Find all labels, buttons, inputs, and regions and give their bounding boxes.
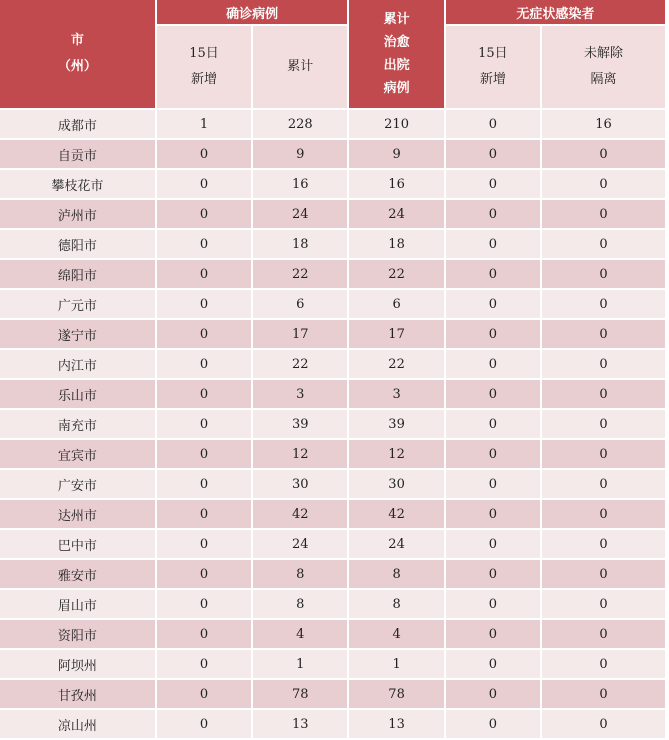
new-15-cell: 0 [157,170,251,198]
table-row [0,260,665,288]
not-released-cell: 0 [542,680,665,708]
table-row [0,200,665,228]
not-released-cell: 0 [542,440,665,468]
recovered-cell: 1 [349,650,443,678]
city-name-cell: 遂宁市 [0,320,155,348]
recovered-cell: 24 [349,200,443,228]
asym-new-15-cell: 0 [446,410,540,438]
recovered-cell: 22 [349,350,443,378]
asym-new-15-column-header: 15日 新增 [446,26,540,108]
not-released-cell: 0 [542,530,665,558]
asym-new-15-cell: 0 [446,710,540,738]
new-15-cell: 1 [157,110,251,138]
cumulative-cell: 1 [253,650,347,678]
table-row [0,560,665,588]
not-released-cell: 0 [542,230,665,258]
new-15-cell: 0 [157,680,251,708]
recovered-cell: 18 [349,230,443,258]
city-name-cell: 内江市 [0,350,155,378]
new-15-cell: 0 [157,560,251,588]
cumulative-cell: 3 [253,380,347,408]
city-column-header: 市 （州） [0,0,155,108]
new-15-cell: 0 [157,290,251,318]
asym-new-15-cell: 0 [446,500,540,528]
table-row [0,170,665,198]
new-15-cell: 0 [157,200,251,228]
not-released-cell: 0 [542,140,665,168]
asym-new-15-cell: 0 [446,320,540,348]
new-15-cell: 0 [157,140,251,168]
table-row [0,230,665,258]
not-released-cell: 0 [542,650,665,678]
recovered-cell: 17 [349,320,443,348]
not-released-cell: 0 [542,380,665,408]
recovered-cell: 4 [349,620,443,648]
city-name-cell: 眉山市 [0,590,155,618]
asym-new-15-cell: 0 [446,560,540,588]
recovered-cell: 24 [349,530,443,558]
not-released-cell: 0 [542,290,665,318]
cumulative-cell: 8 [253,590,347,618]
city-name-cell: 攀枝花市 [0,170,155,198]
recovered-cell: 6 [349,290,443,318]
city-name-cell: 泸州市 [0,200,155,228]
recovered-cell: 13 [349,710,443,738]
recovered-cell: 16 [349,170,443,198]
asym-new-15-cell: 0 [446,440,540,468]
table-row [0,650,665,678]
asym-new-15-cell: 0 [446,290,540,318]
not-released-cell: 0 [542,170,665,198]
not-released-cell: 0 [542,560,665,588]
table-row [0,440,665,468]
new-15-cell: 0 [157,710,251,738]
city-name-cell: 巴中市 [0,530,155,558]
recovered-cell: 30 [349,470,443,498]
cumulative-cell: 22 [253,350,347,378]
recovered-cell: 78 [349,680,443,708]
cumulative-cell: 12 [253,440,347,468]
asym-new-15-cell: 0 [446,170,540,198]
table-row [0,530,665,558]
city-name-cell: 广元市 [0,290,155,318]
table-row [0,620,665,648]
cumulative-cell: 30 [253,470,347,498]
asym-new-15-cell: 0 [446,470,540,498]
recovered-cell: 8 [349,590,443,618]
not-released-cell: 0 [542,200,665,228]
new-15-cell: 0 [157,320,251,348]
cumulative-cell: 6 [253,290,347,318]
recovered-cell: 210 [349,110,443,138]
not-released-cell: 0 [542,620,665,648]
new-15-cell: 0 [157,650,251,678]
cumulative-cell: 24 [253,200,347,228]
table-row [0,320,665,348]
cumulative-cell: 42 [253,500,347,528]
asym-new-15-cell: 0 [446,140,540,168]
recovered-cell: 22 [349,260,443,288]
recovered-cell: 9 [349,140,443,168]
asym-new-15-cell: 0 [446,590,540,618]
table-row [0,290,665,318]
cumulative-cell: 228 [253,110,347,138]
new-15-cell: 0 [157,500,251,528]
not-released-cell: 0 [542,320,665,348]
table-row [0,470,665,498]
asym-new-15-cell: 0 [446,380,540,408]
not-released-cell: 0 [542,410,665,438]
cumulative-column-header: 累计 [253,26,347,108]
table-row [0,590,665,618]
new-15-cell: 0 [157,440,251,468]
city-name-cell: 达州市 [0,500,155,528]
new-15-cell: 0 [157,620,251,648]
new-15-column-header: 15日 新增 [157,26,251,108]
not-released-column-header: 未解除 隔离 [542,26,665,108]
new-15-cell: 0 [157,470,251,498]
new-15-cell: 0 [157,530,251,558]
cumulative-cell: 4 [253,620,347,648]
table-row [0,350,665,378]
cumulative-cell: 17 [253,320,347,348]
confirmed-group-header: 确诊病例 [157,0,348,24]
new-15-cell: 0 [157,590,251,618]
not-released-cell: 0 [542,590,665,618]
table-row [0,680,665,708]
recovered-cell: 3 [349,380,443,408]
cumulative-cell: 24 [253,530,347,558]
table-row [0,710,665,738]
recovered-column-header: 累计 治愈 出院 病例 [349,0,443,108]
asym-new-15-cell: 0 [446,230,540,258]
cumulative-cell: 16 [253,170,347,198]
not-released-cell: 0 [542,260,665,288]
city-name-cell: 成都市 [0,110,155,138]
asym-new-15-cell: 0 [446,620,540,648]
not-released-cell: 0 [542,500,665,528]
table-row [0,410,665,438]
city-name-cell: 绵阳市 [0,260,155,288]
new-15-cell: 0 [157,380,251,408]
not-released-cell: 0 [542,710,665,738]
cumulative-cell: 22 [253,260,347,288]
cumulative-cell: 18 [253,230,347,258]
city-name-cell: 乐山市 [0,380,155,408]
cumulative-cell: 9 [253,140,347,168]
city-name-cell: 德阳市 [0,230,155,258]
asym-new-15-cell: 0 [446,200,540,228]
asymptomatic-group-header: 无症状感染者 [446,0,665,24]
table-row [0,380,665,408]
cumulative-cell: 13 [253,710,347,738]
asym-new-15-cell: 0 [446,530,540,558]
new-15-cell: 0 [157,260,251,288]
table-row [0,140,665,168]
asym-new-15-cell: 0 [446,260,540,288]
new-15-cell: 0 [157,350,251,378]
recovered-cell: 8 [349,560,443,588]
recovered-cell: 42 [349,500,443,528]
city-name-cell: 自贡市 [0,140,155,168]
asym-new-15-cell: 0 [446,110,540,138]
new-15-cell: 0 [157,230,251,258]
city-name-cell: 雅安市 [0,560,155,588]
table-body [0,110,665,738]
table-row [0,500,665,528]
cumulative-cell: 39 [253,410,347,438]
not-released-cell: 0 [542,350,665,378]
city-name-cell: 广安市 [0,470,155,498]
recovered-cell: 39 [349,410,443,438]
cumulative-cell: 78 [253,680,347,708]
recovered-cell: 12 [349,440,443,468]
asym-new-15-cell: 0 [446,680,540,708]
city-name-cell: 凉山州 [0,710,155,738]
new-15-cell: 0 [157,410,251,438]
cumulative-cell: 8 [253,560,347,588]
city-name-cell: 宜宾市 [0,440,155,468]
city-name-cell: 阿坝州 [0,650,155,678]
not-released-cell: 16 [542,110,665,138]
city-name-cell: 甘孜州 [0,680,155,708]
asym-new-15-cell: 0 [446,350,540,378]
not-released-cell: 0 [542,470,665,498]
city-name-cell: 南充市 [0,410,155,438]
table-row [0,110,665,138]
city-name-cell: 资阳市 [0,620,155,648]
asym-new-15-cell: 0 [446,650,540,678]
